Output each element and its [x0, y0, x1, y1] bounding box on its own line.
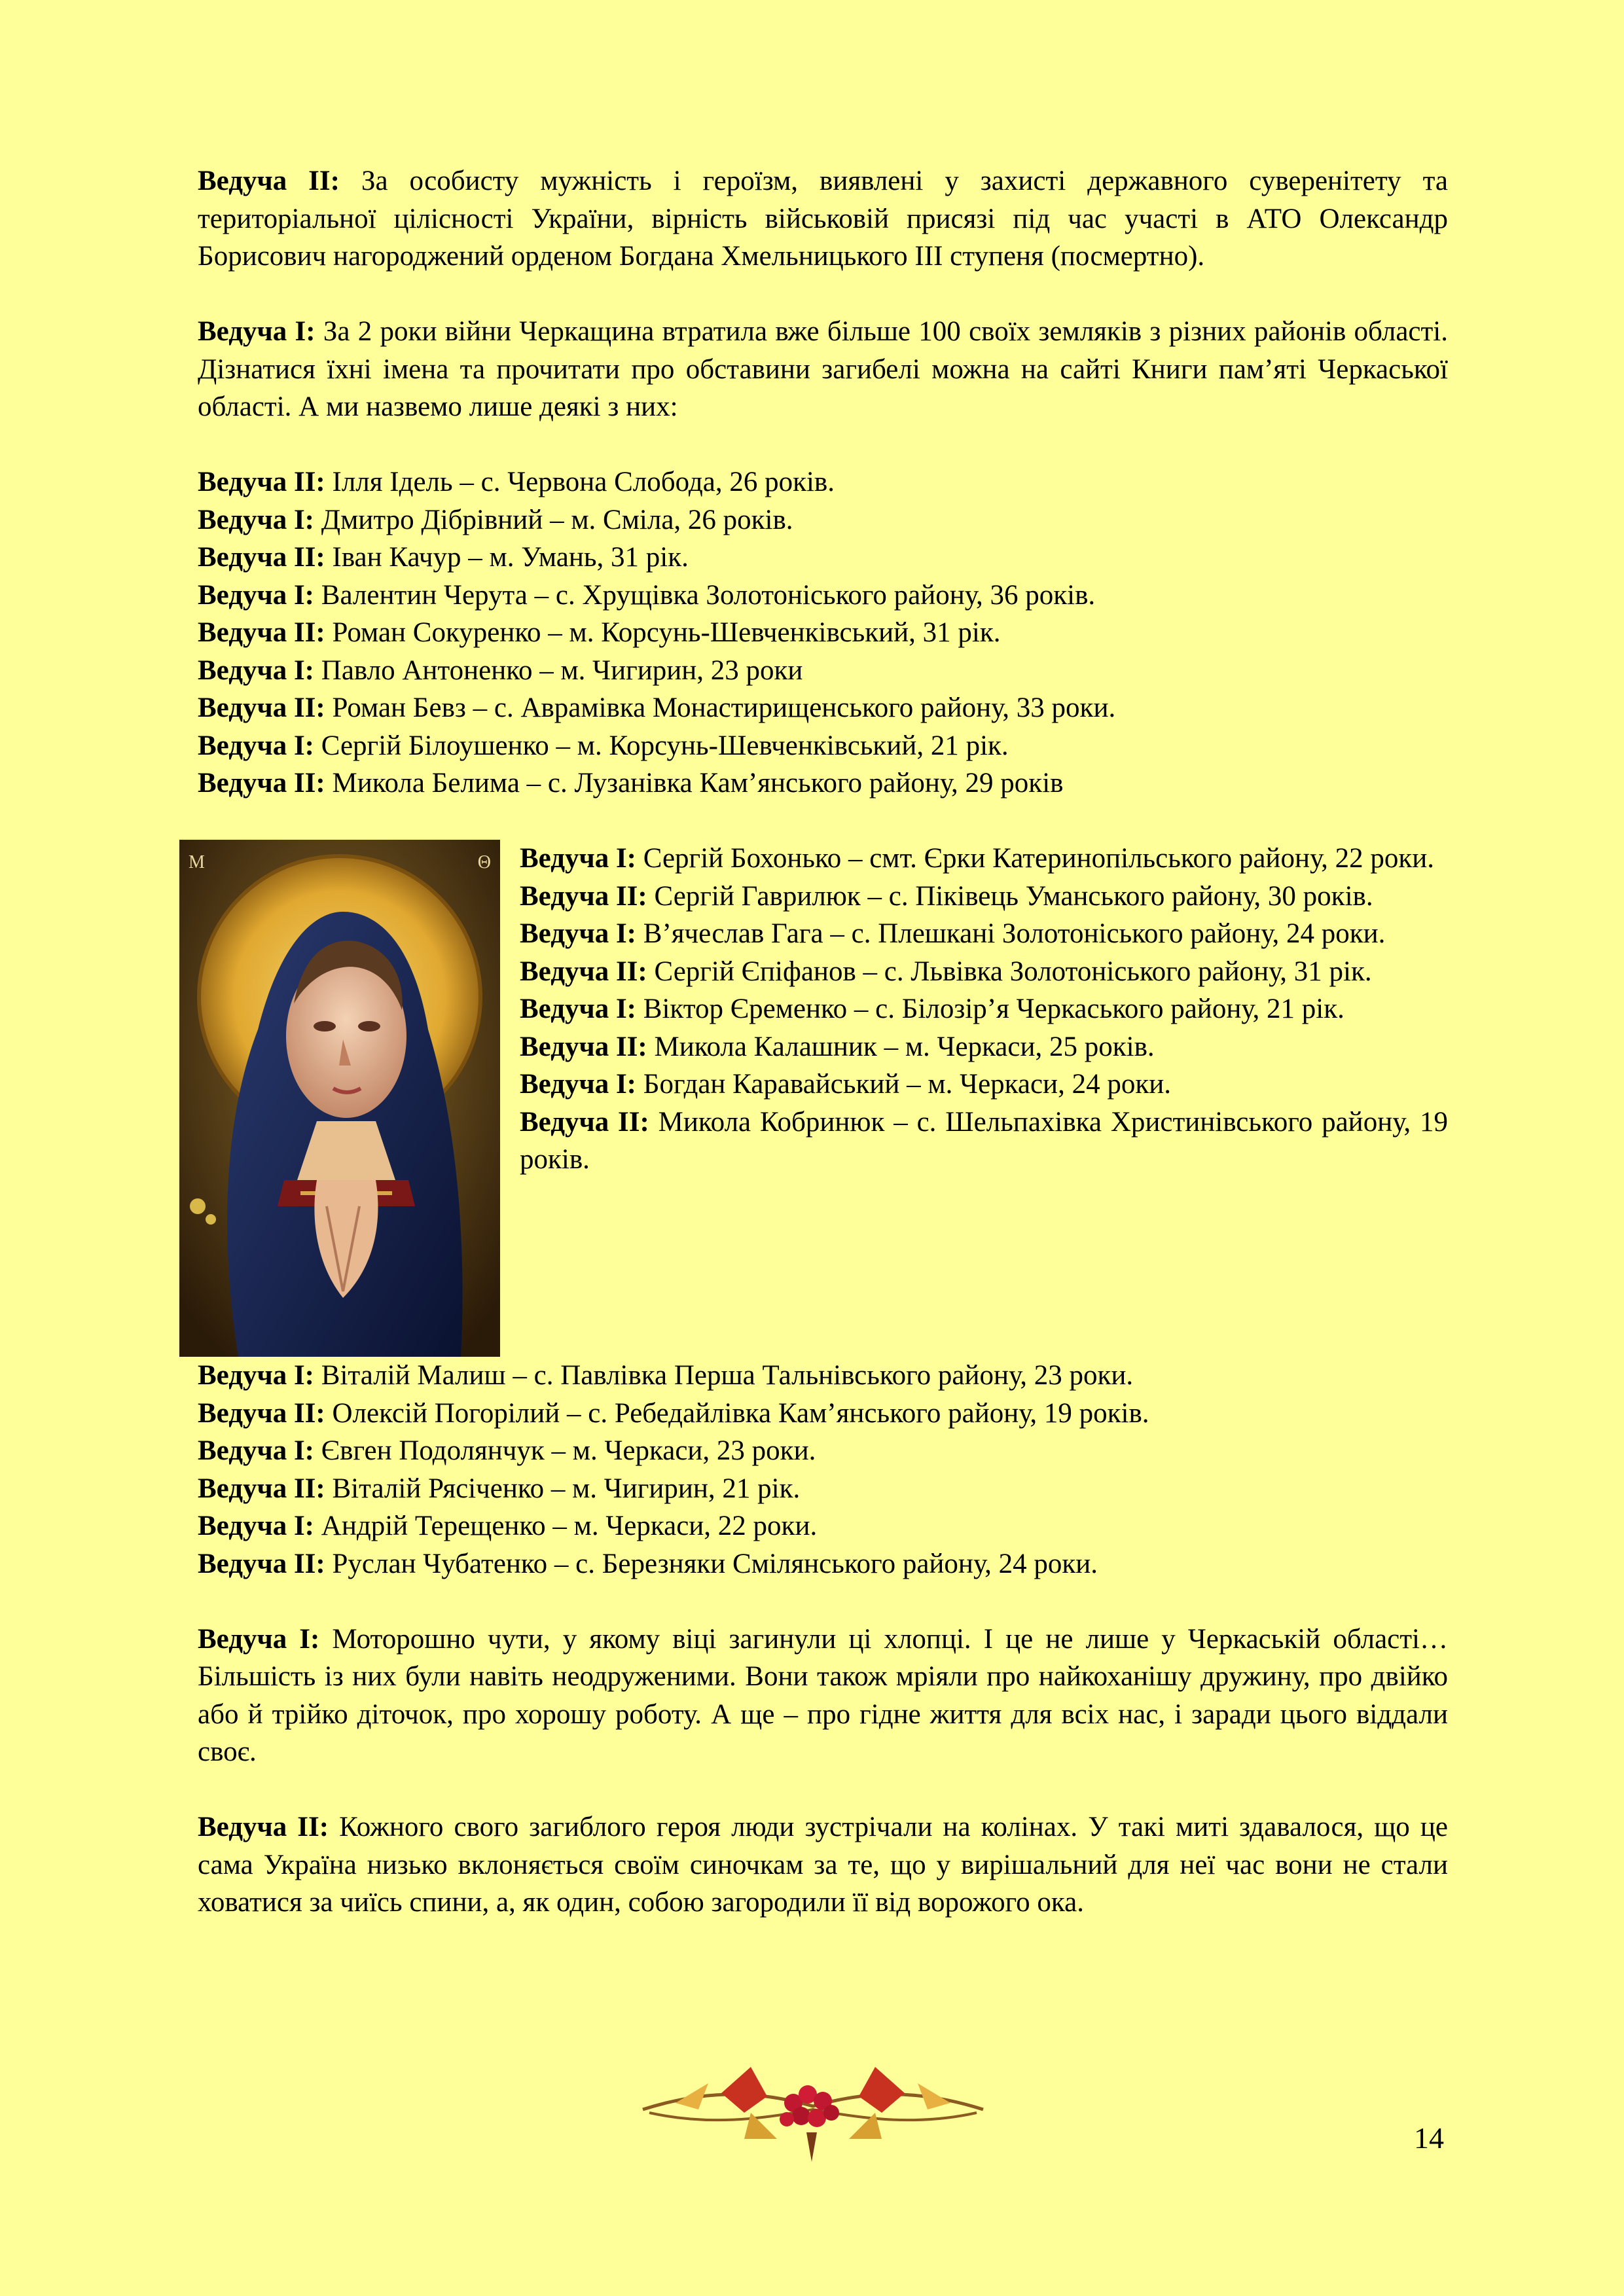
speaker-label: Ведуча ІІ: — [198, 692, 325, 723]
page-content — [189, 162, 1448, 1922]
speaker-label: Ведуча І: — [198, 1435, 315, 1466]
list-item — [198, 577, 1448, 615]
icon-letter-right: Θ — [477, 852, 491, 872]
list-item-text: Богдан Каравайський – м. Черкаси, 24 роки. — [636, 1069, 1171, 1100]
page-number: 14 — [1414, 2121, 1444, 2155]
list-item — [198, 727, 1448, 765]
paragraph-closing-1 — [198, 1621, 1448, 1771]
speaker-label: Ведуча ІІ: — [520, 956, 647, 987]
list-item-text: Микола Белима – с. Лузанівка Кам’янського району, 29 років — [325, 768, 1064, 798]
speaker-label: Ведуча ІІ: — [520, 880, 647, 912]
speaker-label: Ведуча І: — [198, 1360, 315, 1391]
speaker-label: Ведуча ІІ: — [198, 166, 340, 196]
speaker-label: Ведуча І: — [198, 730, 315, 761]
virgin-mary-icon-image — [179, 840, 500, 1357]
speaker-label: Ведуча ІІ: — [198, 1397, 325, 1429]
speaker-label: Ведуча ІІ: — [520, 1031, 647, 1062]
speaker-label: Ведуча І: — [198, 504, 315, 535]
paragraph-text: Моторошно чути, у якому віці загинули ці хлопці. І це не лише у Черкаській області… Більшість із них були навіть неодруженими. Вони також мріяли про найкоханішу дружину, про двійко або й трійко діточок, про хорошу роботу. А ще – про гідне життя для всіх нас, і заради цього віддали своє. — [198, 1623, 1448, 1767]
speaker-label: Ведуча І: — [520, 994, 637, 1024]
list-item-text: Валентин Черута – с. Хрущівка Золотоніського району, 36 років. — [314, 579, 1096, 611]
list-item — [198, 501, 1448, 539]
list-item-text: Євген Подолянчук – м. Черкаси, 23 роки. — [314, 1435, 816, 1466]
list-item-text: Микола Кобринюк – с. Шельпахівка Христинівського району, 19 років. — [520, 1106, 1448, 1175]
paragraph-text: За 2 роки війни Черкащина втратила вже більше 100 своїх земляків з різних районів області. Дізнатися їхні імена та прочитати про обставини загибелі можна на сайті Книги пам’яті Черкаської області. А ми назвемо лише деякі з них: — [198, 316, 1448, 422]
speaker-label: Ведуча ІІ: — [198, 1548, 325, 1579]
speaker-label: Ведуча ІІ: — [198, 1473, 325, 1504]
list-item — [198, 1470, 1448, 1508]
list-item — [198, 614, 1448, 652]
list-item-text: Іван Качур – м. Умань, 31 рік. — [325, 542, 689, 573]
list-item-text: Дмитро Дібрівний – м. Сміла, 26 років. — [314, 504, 793, 535]
paragraph-intro-2 — [198, 313, 1448, 426]
speaker-label: Ведуча І: — [520, 1069, 637, 1100]
speaker-label: Ведуча І: — [198, 579, 315, 611]
speaker-label: Ведуча ІІ: — [198, 1812, 329, 1842]
list-item-text: Руслан Чубатенко – с. Березняки Смілянського району, 24 роки. — [325, 1548, 1098, 1579]
speaker-label: Ведуча ІІ: — [198, 617, 325, 648]
list-item-text: Роман Сокуренко – м. Корсунь-Шевченківський, 31 рік. — [325, 617, 1001, 648]
speaker-label: Ведуча І: — [198, 655, 315, 686]
list-item — [198, 1507, 1448, 1545]
list-item-text: Микола Калашник – м. Черкаси, 25 років. — [647, 1031, 1155, 1062]
speaker-label: Ведуча І: — [520, 918, 637, 949]
list-item — [198, 1357, 1448, 1395]
list-item-text: В’ячеслав Гага – с. Плешкані Золотоніського району, 24 роки. — [636, 918, 1386, 949]
fallen-list-1 — [198, 463, 1448, 802]
list-item — [198, 539, 1448, 577]
list-item — [198, 689, 1448, 727]
speaker-label: Ведуча І: — [198, 316, 316, 347]
list-item-text: Сергій Білоушенко – м. Корсунь-Шевченківський, 21 рік. — [314, 730, 1009, 761]
icon-section — [189, 840, 1448, 1357]
paragraph-intro-1 — [198, 162, 1448, 276]
speaker-label: Ведуча І: — [520, 843, 637, 874]
speaker-label: Ведуча І: — [198, 1511, 315, 1541]
list-item — [198, 764, 1448, 802]
paragraph-closing-2 — [198, 1808, 1448, 1922]
list-item-text: Віталій Малиш – с. Павлівка Перша Тальнівського району, 23 роки. — [314, 1360, 1134, 1391]
list-item — [198, 1432, 1448, 1470]
speaker-label: Ведуча ІІ: — [198, 467, 325, 497]
speaker-label: Ведуча І: — [198, 1623, 320, 1655]
list-item-text: Олексій Погорілий – с. Ребедайлівка Кам’янського району, 19 років. — [325, 1397, 1149, 1429]
list-item-text: Віталій Рясіченко – м. Чигирин, 21 рік. — [325, 1473, 801, 1504]
fallen-list-3 — [198, 1357, 1448, 1583]
paragraph-text: Кожного свого загиблого героя люди зустрічали на колінах. У такі миті здавалося, що це сама Україна низько вклоняється своїм синочкам за те, що у вирішальний для неї час вони не стали ховатися за чиїсь спини, а, як один, собою загородили її від ворожого ока. — [198, 1812, 1448, 1918]
list-item-text: Віктор Єременко – с. Білозір’я Черкаського району, 21 рік. — [636, 994, 1344, 1024]
list-item-text: Павло Антоненко – м. Чигирин, 23 роки — [314, 655, 803, 686]
speaker-label: Ведуча ІІ: — [198, 768, 325, 798]
list-item-text: Ілля Ідель – с. Червона Слобода, 26 років. — [325, 467, 835, 497]
speaker-label: Ведуча ІІ: — [520, 1106, 649, 1138]
list-item — [198, 1395, 1448, 1433]
paragraph-text: За особисту мужність і героїзм, виявлені у захисті державного суверенітету та територіальної цілісності України, вірність військовій присязі під час участі в АТО Олександр Борисович нагороджений орденом Богдана Хмельницького ІІІ ступеня (посмертно). — [198, 166, 1448, 272]
list-item — [198, 463, 1448, 501]
list-item-text: Сергій Гаврилюк – с. Піківець Уманського району, 30 років. — [647, 880, 1373, 912]
list-item — [198, 1545, 1448, 1583]
list-item — [198, 652, 1448, 690]
list-item-text: Роман Бевз – с. Аврамівка Монастирищенського району, 33 роки. — [325, 692, 1116, 723]
list-item-text: Андрій Терещенко – м. Черкаси, 22 роки. — [314, 1511, 818, 1541]
viburnum-ornament-icon — [636, 2047, 990, 2168]
list-item-text: Сергій Бохонько – смт. Єрки Катеринопільського району, 22 роки. — [636, 843, 1435, 874]
icon-letter-left: M — [189, 852, 205, 872]
speaker-label: Ведуча ІІ: — [198, 542, 325, 573]
list-item-text: Сергій Єпіфанов – с. Львівка Золотоніського району, 31 рік. — [647, 956, 1372, 987]
